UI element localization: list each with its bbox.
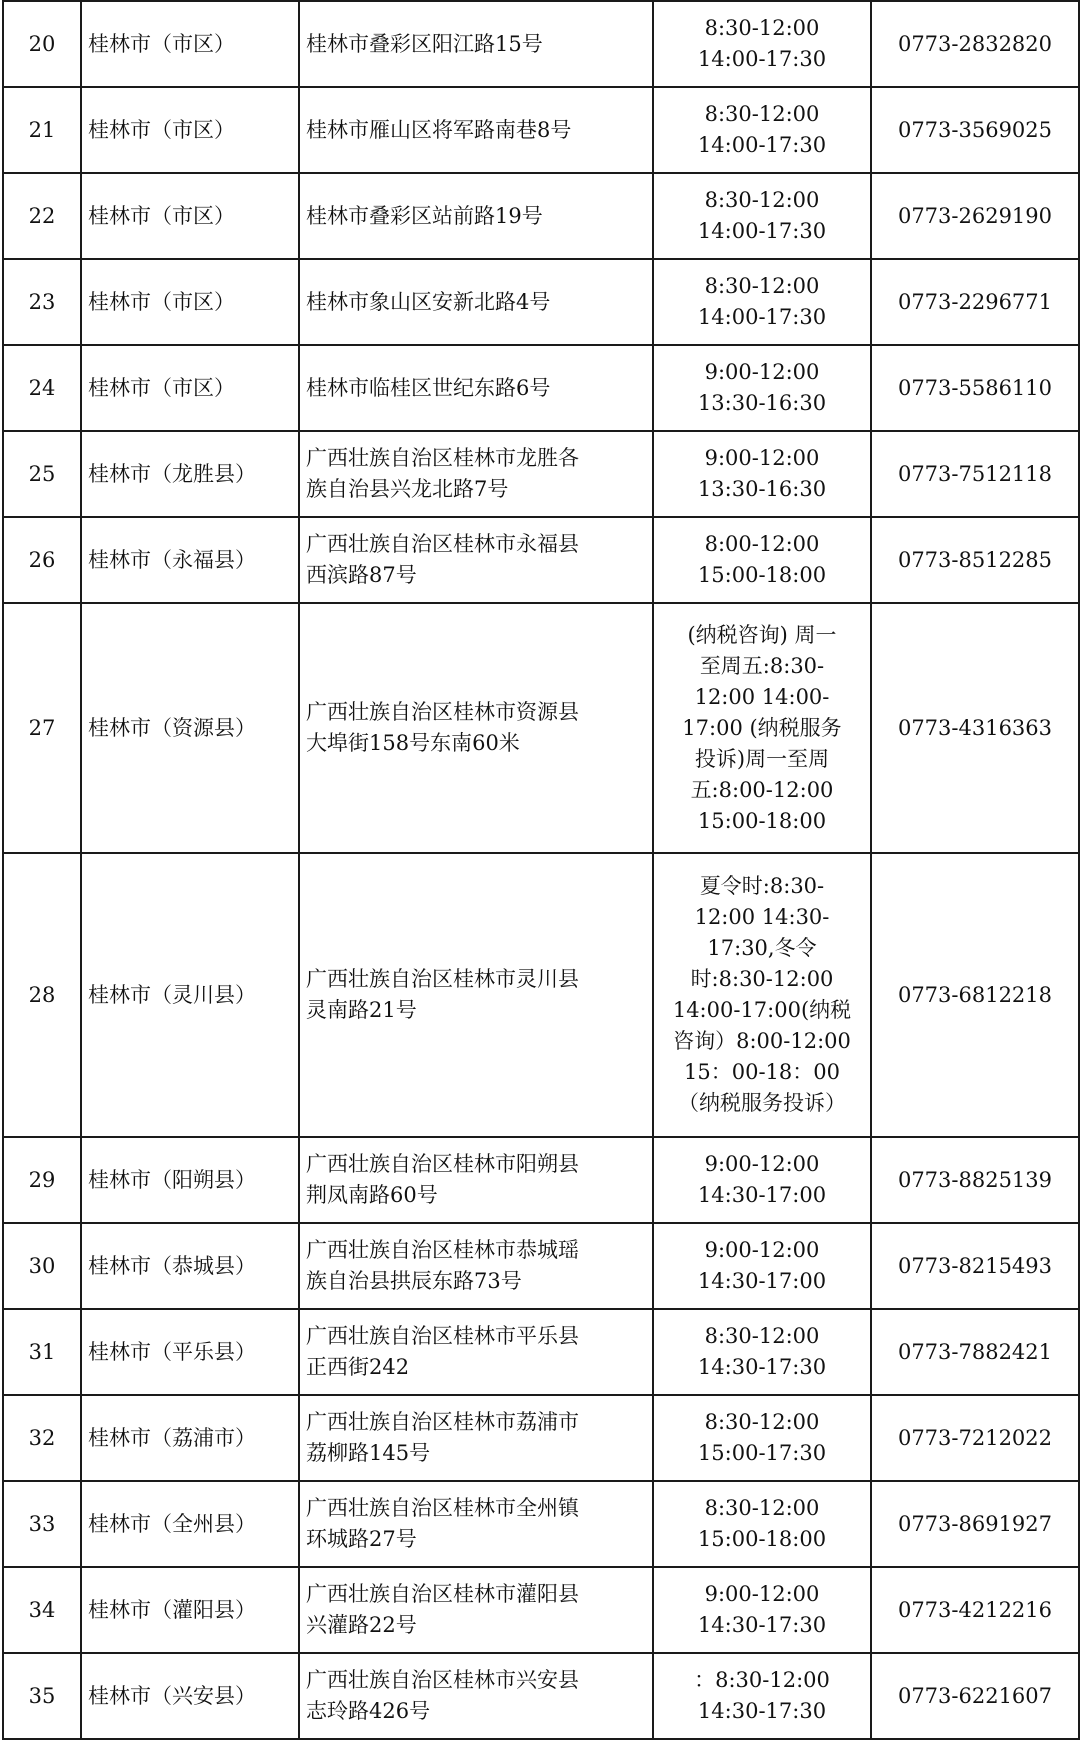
city-district: 桂林市（资源县）: [81, 603, 299, 853]
row-number: 31: [3, 1309, 81, 1395]
office-hours: [653, 1223, 871, 1309]
table-row: [3, 603, 1079, 853]
address-text: 广西壮族自治区桂林市灌阳县 兴灌路22号: [306, 1582, 579, 1637]
table-row: [3, 1309, 1079, 1395]
office-hours-text: 8:30-12:00 14:00-17:30: [697, 188, 827, 243]
phone-number: 0773-3569025: [871, 87, 1079, 173]
phone-number: 0773-5586110: [871, 345, 1079, 431]
address-text: 广西壮族自治区桂林市恭城瑶 族自治县拱辰东路73号: [306, 1238, 579, 1293]
phone-number: 0773-6812218: [871, 853, 1079, 1137]
city-district: 桂林市（市区）: [81, 259, 299, 345]
address: [299, 1481, 653, 1567]
office-hours: [653, 345, 871, 431]
row-number: 21: [3, 87, 81, 173]
office-hours-text: 9:00-12:00 14:30-17:30: [697, 1582, 827, 1637]
address: [299, 603, 653, 853]
address: [299, 1653, 653, 1739]
row-number: 35: [3, 1653, 81, 1739]
city-district: 桂林市（平乐县）: [81, 1309, 299, 1395]
city-district: 桂林市（市区）: [81, 173, 299, 259]
row-number: 20: [3, 1, 81, 87]
address-text: 广西壮族自治区桂林市灵川县 灵南路21号: [306, 967, 579, 1022]
address: [299, 1223, 653, 1309]
office-hours-text: ：8:30-12:00 14:30-17:30: [694, 1668, 830, 1723]
address: [299, 431, 653, 517]
city-district: 桂林市（市区）: [81, 87, 299, 173]
office-hours: [653, 1395, 871, 1481]
phone-number: 0773-2832820: [871, 1, 1079, 87]
office-hours: [653, 517, 871, 603]
row-number: 30: [3, 1223, 81, 1309]
row-number: 33: [3, 1481, 81, 1567]
address-text: 广西壮族自治区桂林市全州镇 环城路27号: [306, 1496, 579, 1551]
table-row: [3, 1137, 1079, 1223]
table-row: [3, 1567, 1079, 1653]
city-district: 桂林市（永福县）: [81, 517, 299, 603]
address: [299, 517, 653, 603]
city-district: 桂林市（兴安县）: [81, 1653, 299, 1739]
table-row: [3, 345, 1079, 431]
table-row: [3, 259, 1079, 345]
office-hours: [653, 603, 871, 853]
address: [299, 853, 653, 1137]
row-number: 22: [3, 173, 81, 259]
office-hours-text: 9:00-12:00 14:30-17:00: [697, 1152, 827, 1207]
address: [299, 345, 653, 431]
address: [299, 1567, 653, 1653]
service-hall-table: [2, 0, 1080, 1740]
city-district: 桂林市（灌阳县）: [81, 1567, 299, 1653]
address-text: 广西壮族自治区桂林市资源县 大埠街158号东南60米: [306, 700, 579, 755]
address-text: 桂林市叠彩区阳江路15号: [306, 31, 543, 56]
table-row: [3, 87, 1079, 173]
office-hours-text: 9:00-12:00 13:30-16:30: [697, 360, 827, 415]
office-hours-text: 8:30-12:00 14:00-17:30: [697, 274, 827, 329]
address-text: 桂林市临桂区世纪东路6号: [306, 375, 551, 400]
address-text: 广西壮族自治区桂林市荔浦市 荔柳路145号: [306, 1410, 579, 1465]
office-hours: [653, 1653, 871, 1739]
address: [299, 1, 653, 87]
office-hours: [653, 1137, 871, 1223]
office-hours-text: 8:30-12:00 15:00-17:30: [697, 1410, 827, 1465]
address-text: 广西壮族自治区桂林市永福县 西滨路87号: [306, 532, 579, 587]
phone-number: 0773-7512118: [871, 431, 1079, 517]
city-district: 桂林市（市区）: [81, 1, 299, 87]
phone-number: 0773-4316363: [871, 603, 1079, 853]
city-district: 桂林市（荔浦市）: [81, 1395, 299, 1481]
table-row: [3, 173, 1079, 259]
phone-number: 0773-8512285: [871, 517, 1079, 603]
office-hours: [653, 1309, 871, 1395]
address: [299, 1395, 653, 1481]
row-number: 26: [3, 517, 81, 603]
phone-number: 0773-7212022: [871, 1395, 1079, 1481]
row-number: 34: [3, 1567, 81, 1653]
row-number: 29: [3, 1137, 81, 1223]
office-hours: [653, 1481, 871, 1567]
address-text: 广西壮族自治区桂林市阳朔县 荆凤南路60号: [306, 1152, 579, 1207]
office-hours: [653, 1567, 871, 1653]
phone-number: 0773-8825139: [871, 1137, 1079, 1223]
office-hours-text: (纳税咨询) 周一 至周五:8:30- 12:00 14:00- 17:00 (纳税服务 投诉)周一至周 五:8:00-12:00 15:00-18:00: [682, 622, 842, 833]
office-hours-text: 8:30-12:00 15:00-18:00: [697, 1496, 827, 1551]
office-hours-text: 9:00-12:00 13:30-16:30: [697, 446, 827, 501]
office-hours-text: 8:30-12:00 14:00-17:30: [697, 16, 827, 71]
phone-number: 0773-4212216: [871, 1567, 1079, 1653]
city-district: 桂林市（龙胜县）: [81, 431, 299, 517]
address-text: 广西壮族自治区桂林市平乐县 正西街242: [306, 1324, 579, 1379]
office-hours-text: 8:30-12:00 14:30-17:30: [697, 1324, 827, 1379]
table-row: [3, 1395, 1079, 1481]
phone-number: 0773-2629190: [871, 173, 1079, 259]
phone-number: 0773-2296771: [871, 259, 1079, 345]
office-hours: [653, 853, 871, 1137]
office-hours: [653, 431, 871, 517]
table-body: [3, 1, 1079, 1739]
address: [299, 1309, 653, 1395]
city-district: 桂林市（灵川县）: [81, 853, 299, 1137]
row-number: 23: [3, 259, 81, 345]
office-hours-text: 8:30-12:00 14:00-17:30: [697, 102, 827, 157]
table-row: [3, 1223, 1079, 1309]
city-district: 桂林市（恭城县）: [81, 1223, 299, 1309]
address: [299, 87, 653, 173]
address: [299, 259, 653, 345]
phone-number: 0773-6221607: [871, 1653, 1079, 1739]
phone-number: 0773-8215493: [871, 1223, 1079, 1309]
address-text: 桂林市雁山区将军路南巷8号: [306, 117, 572, 142]
office-hours-text: 8:00-12:00 15:00-18:00: [697, 532, 827, 587]
table-row: [3, 517, 1079, 603]
office-hours: [653, 259, 871, 345]
city-district: 桂林市（市区）: [81, 345, 299, 431]
table-row: [3, 1481, 1079, 1567]
address-text: 广西壮族自治区桂林市兴安县 志玲路426号: [306, 1668, 579, 1723]
table-row: [3, 1653, 1079, 1739]
office-hours: [653, 87, 871, 173]
phone-number: 0773-7882421: [871, 1309, 1079, 1395]
city-district: 桂林市（阳朔县）: [81, 1137, 299, 1223]
address: [299, 173, 653, 259]
row-number: 28: [3, 853, 81, 1137]
table-row: [3, 1, 1079, 87]
address: [299, 1137, 653, 1223]
office-hours: [653, 173, 871, 259]
row-number: 27: [3, 603, 81, 853]
address-text: 广西壮族自治区桂林市龙胜各 族自治县兴龙北路7号: [306, 446, 579, 501]
phone-number: 0773-8691927: [871, 1481, 1079, 1567]
address-text: 桂林市叠彩区站前路19号: [306, 203, 543, 228]
office-hours-text: 9:00-12:00 14:30-17:00: [697, 1238, 827, 1293]
office-hours-text: 夏令时:8:30- 12:00 14:30- 17:30,冬令 时:8:30-12:00 14:00-17:00(纳税 咨询）8:00-12:00 15：00-18：00 （纳税服务投诉）: [672, 874, 852, 1115]
address-text: 桂林市象山区安新北路4号: [306, 289, 551, 314]
table-row: [3, 853, 1079, 1137]
row-number: 25: [3, 431, 81, 517]
city-district: 桂林市（全州县）: [81, 1481, 299, 1567]
office-hours: [653, 1, 871, 87]
row-number: 24: [3, 345, 81, 431]
table-row: [3, 431, 1079, 517]
row-number: 32: [3, 1395, 81, 1481]
